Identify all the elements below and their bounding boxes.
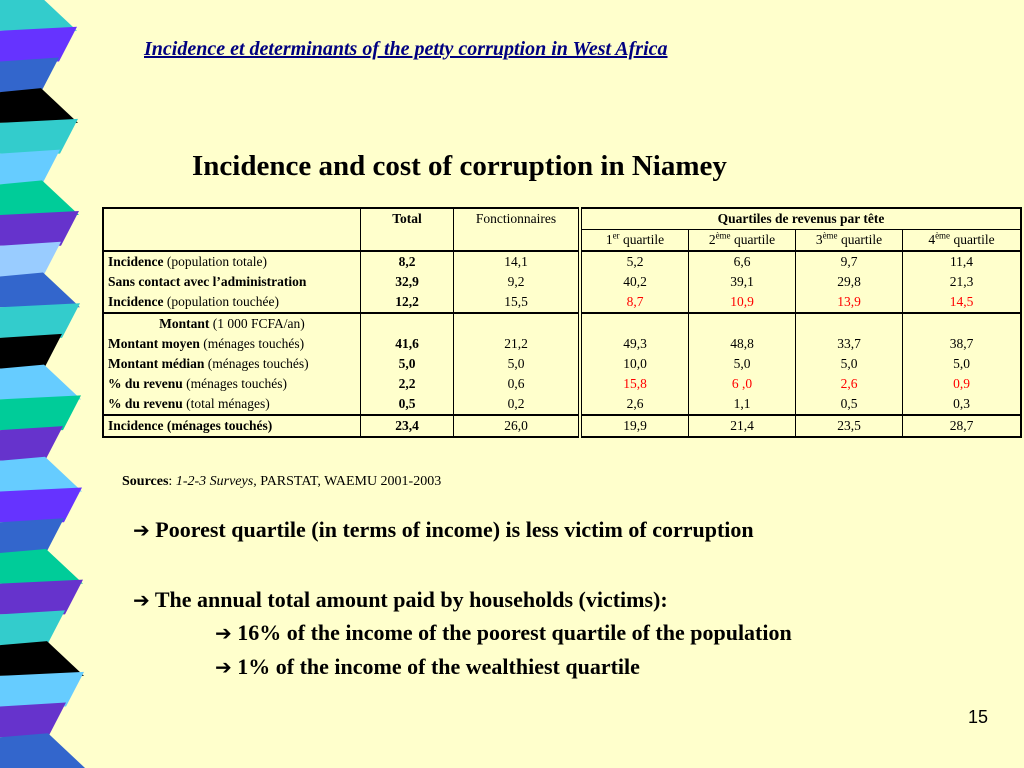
corruption-table <box>102 207 1022 438</box>
table-cell: 39,1 <box>689 272 796 292</box>
header-fonctionnaires: Fonctionnaires <box>475 211 557 227</box>
table-cell: 8,2 <box>361 251 454 272</box>
table-header-row-1 <box>103 208 1021 230</box>
table-header-row-2 <box>103 230 1021 252</box>
table-cell: 2,6 <box>580 394 689 415</box>
strip-block <box>0 27 77 62</box>
strip-block <box>0 395 81 430</box>
row-label: % du revenu (ménages touchés) <box>103 374 361 394</box>
strip-block <box>0 488 82 523</box>
header-q2: 2ème quartile <box>689 230 796 252</box>
table-cell: 6 ,0 <box>689 374 796 394</box>
table-row <box>103 292 1021 313</box>
row-label: % du revenu (total ménages) <box>103 394 361 415</box>
strip-block <box>0 150 60 185</box>
row-label: Incidence (population touchée) <box>103 292 361 313</box>
table-cell: 10,0 <box>580 354 689 374</box>
table-cell: 19,9 <box>580 415 689 437</box>
table-row <box>103 354 1021 374</box>
table-cell: 21,3 <box>903 272 1022 292</box>
table-cell: 48,8 <box>689 334 796 354</box>
table-cell: 0,3 <box>903 394 1022 415</box>
slide-title: Incidence and cost of corruption in Niamey <box>192 150 727 182</box>
strip-block <box>0 88 78 123</box>
strip-block <box>0 334 62 369</box>
table-cell: 5,0 <box>903 354 1022 374</box>
strip-block <box>0 549 83 584</box>
table-row <box>103 415 1021 437</box>
table-cell: 41,6 <box>361 334 454 354</box>
table-cell: 21,4 <box>689 415 796 437</box>
strip-block <box>0 733 85 768</box>
strip-block <box>0 365 81 400</box>
strip-block <box>0 457 82 492</box>
row-label: Montant moyen (ménages touchés) <box>103 334 361 354</box>
sources-note: Sources: 1-2-3 Surveys, PARSTAT, WAEMU 2001-2003 <box>122 474 442 489</box>
table-cell: 2,6 <box>796 374 903 394</box>
table-cell: 28,7 <box>903 415 1022 437</box>
table-cell: 49,3 <box>580 334 689 354</box>
table-cell: 0,5 <box>796 394 903 415</box>
header-q4: 4ème quartile <box>903 230 1022 252</box>
header-title: Incidence et determinants of the petty corruption in West Africa <box>144 38 668 60</box>
table-cell: 8,7 <box>580 292 689 313</box>
table-cell: 14,1 <box>454 251 581 272</box>
row-label: Sans contact avec l’administration <box>103 272 361 292</box>
strip-block <box>0 672 84 707</box>
table-cell: 0,5 <box>361 394 454 415</box>
strip-block <box>0 180 79 215</box>
page-number: 15 <box>967 707 988 727</box>
table-cell: 5,2 <box>580 251 689 272</box>
table-row <box>103 272 1021 292</box>
table-cell: 0,9 <box>903 374 1022 394</box>
arrow-icon: ➔ <box>133 518 150 542</box>
table-cell: 15,5 <box>504 294 528 309</box>
table-cell: 5,0 <box>796 354 903 374</box>
strip-block <box>0 211 79 246</box>
arrow-icon: ➔ <box>133 588 150 612</box>
table-cell: 9,7 <box>796 251 903 272</box>
table-cell: 38,7 <box>903 334 1022 354</box>
table-cell: 14,5 <box>903 292 1022 313</box>
table-cell: 40,2 <box>580 272 689 292</box>
table-cell: 21,2 <box>504 336 528 351</box>
table-row <box>103 394 1021 415</box>
row-label: Montant médian (ménages touchés) <box>103 354 361 374</box>
table-cell: 23,4 <box>361 415 454 437</box>
strip-block <box>0 580 83 615</box>
table-cell: 0,2 <box>507 396 525 411</box>
strip-block <box>0 610 65 645</box>
bullet-1: ➔ Poorest quartile (in terms of income) is less victim of corruption <box>133 517 754 542</box>
bullet-2: ➔ The annual total amount paid by households (victims): <box>133 587 668 612</box>
sub-bullet-1: ➔ 16% of the income of the poorest quartile of the population <box>215 620 792 645</box>
table-cell: 33,7 <box>796 334 903 354</box>
table-cell: 32,9 <box>361 272 454 292</box>
table-cell: 9,2 <box>507 274 525 289</box>
header-q1: 1er quartile <box>580 230 689 252</box>
table-cell: 0,6 <box>507 376 525 391</box>
table-row <box>103 251 1021 272</box>
table-cell: 29,8 <box>796 272 903 292</box>
row-label: Incidence (ménages touchés) <box>103 415 361 437</box>
table-row-montant-heading: Montant (1 000 FCFA/an) <box>103 313 1021 334</box>
strip-block <box>0 303 80 338</box>
header-q3: 3ème quartile <box>796 230 903 252</box>
table-cell: 23,5 <box>796 415 903 437</box>
row-label: Incidence (population totale) <box>103 251 361 272</box>
header-quartiles: Quartiles de revenus par tête <box>580 208 1021 230</box>
table-row <box>103 374 1021 394</box>
table-cell: 11,4 <box>903 251 1022 272</box>
strip-block <box>0 0 77 31</box>
strip-block <box>0 703 66 738</box>
table-cell: 26,0 <box>454 415 581 437</box>
strip-block <box>0 518 64 553</box>
table-row <box>103 334 1021 354</box>
arrow-icon: ➔ <box>215 621 232 645</box>
strip-block <box>0 242 61 277</box>
table-cell: 5,0 <box>361 354 454 374</box>
table-cell: 1,1 <box>689 394 796 415</box>
table-cell: 13,9 <box>796 292 903 313</box>
table-cell: 5,0 <box>507 356 525 371</box>
table-cell: 6,6 <box>689 251 796 272</box>
table-cell: 2,2 <box>361 374 454 394</box>
header-total: Total <box>361 208 454 230</box>
table-cell: 12,2 <box>361 292 454 313</box>
strip-block <box>0 641 84 676</box>
arrow-icon: ➔ <box>215 655 232 679</box>
table-cell: 5,0 <box>689 354 796 374</box>
table-cell: 15,8 <box>580 374 689 394</box>
table-cell: 10,9 <box>689 292 796 313</box>
strip-block <box>0 426 63 461</box>
strip-block <box>0 57 59 92</box>
sub-bullet-2: ➔ 1% of the income of the wealthiest quartile <box>215 654 640 679</box>
strip-block <box>0 272 80 307</box>
strip-block <box>0 119 78 154</box>
